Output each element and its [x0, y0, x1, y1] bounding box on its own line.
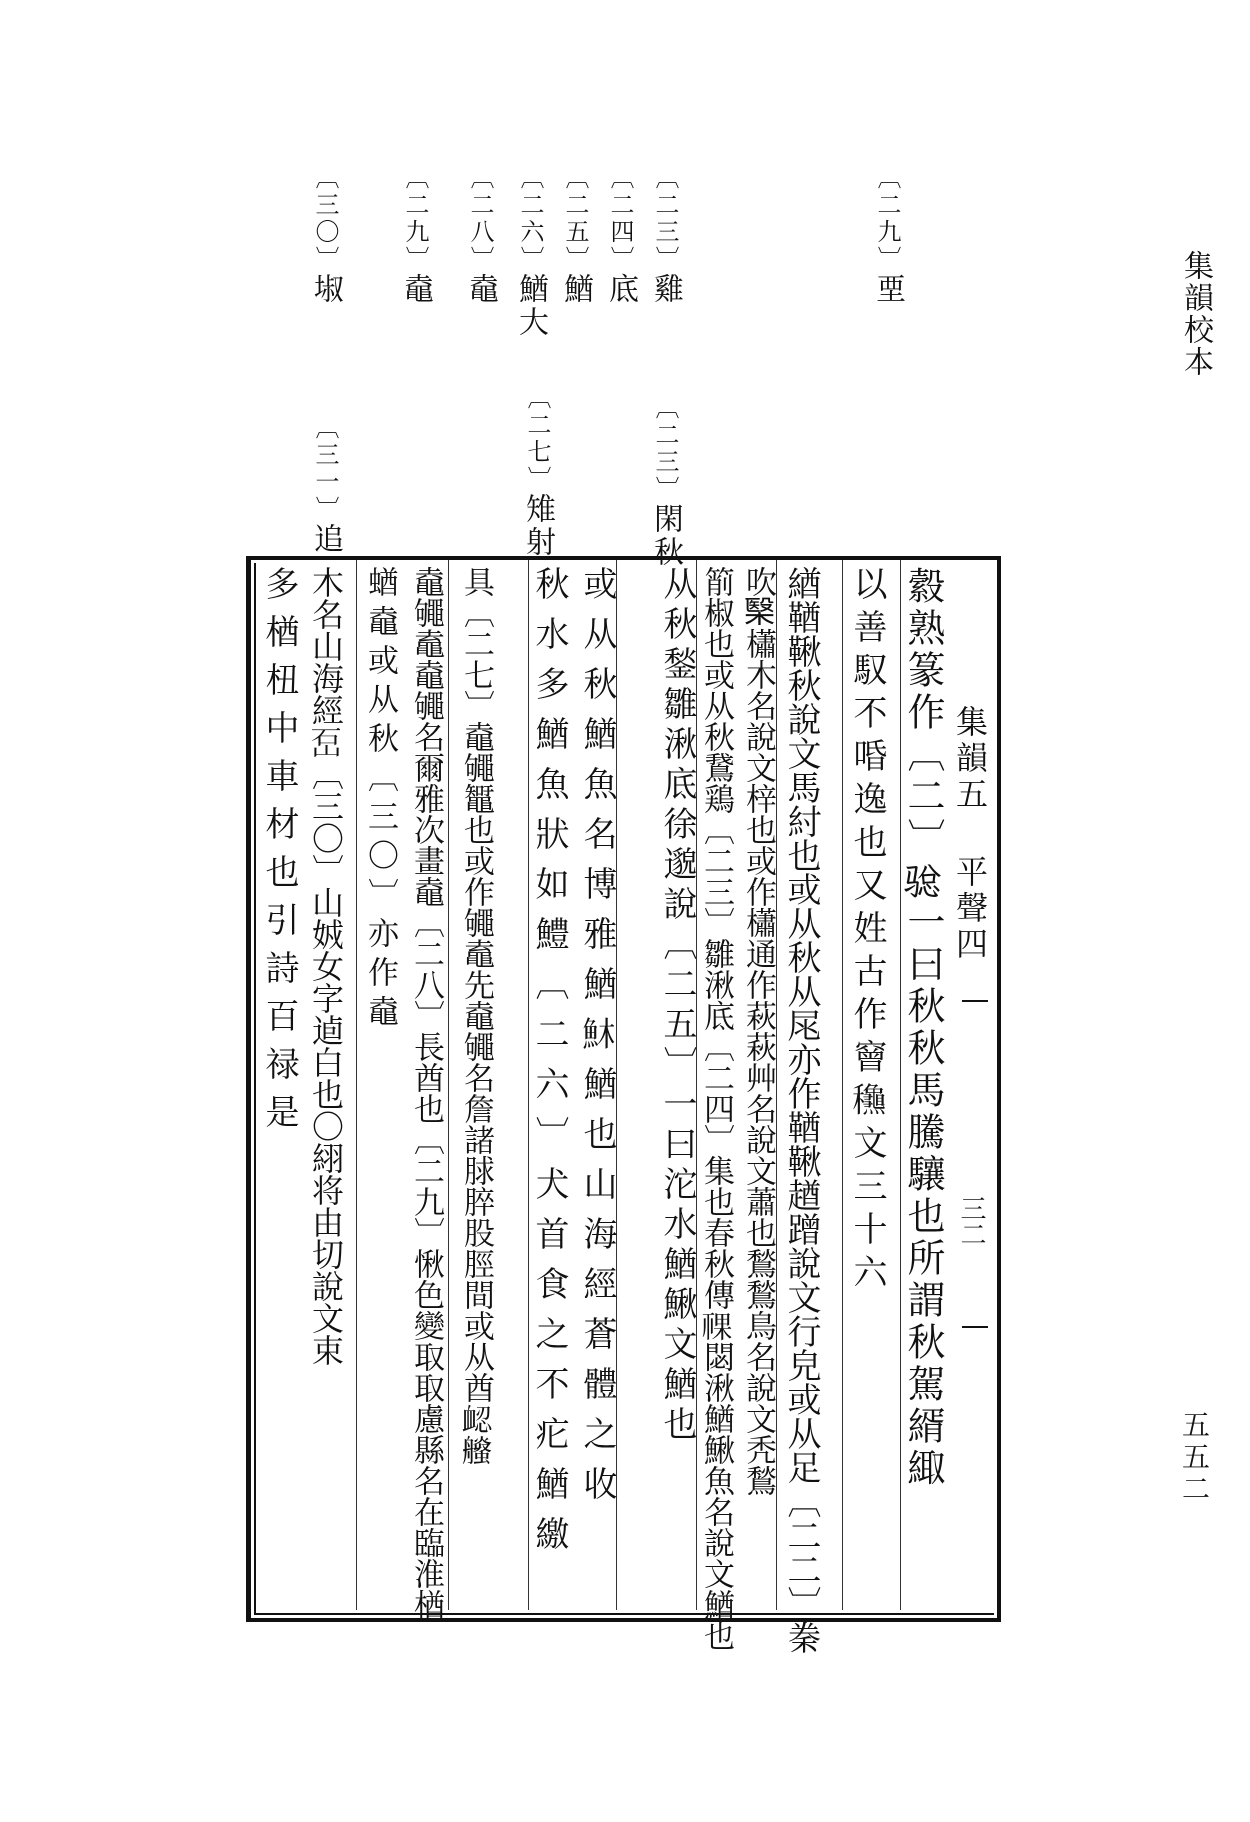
note-text: 閑秋	[648, 503, 683, 569]
text-column: 鼀䵶鼁鼀䵶名爾雅次畫鼀〔二八〕長酋也〔二九〕愀色變取取慮縣名在臨淮楢	[408, 566, 444, 1620]
note-tag: 〔二八〕	[466, 165, 494, 273]
note-tag: 〔三一〕	[311, 415, 339, 523]
column-rule	[448, 560, 449, 1610]
text-block-frame	[246, 556, 1001, 1622]
text-column: 緧鞧鞦秋說文馬紂也或从秋从㞑亦作鞧鞦趥蹭說文行皃或从足〔二二〕䅈	[781, 566, 821, 1654]
note-text: 鰌	[558, 273, 593, 306]
note-text: 底	[603, 273, 638, 306]
note-tag: 〔二九〕	[873, 165, 901, 273]
note-tag: 〔二五〕	[561, 165, 589, 273]
collation-note	[308, 165, 343, 306]
column-rule	[842, 560, 843, 1610]
note-text: 垔	[870, 273, 905, 306]
text-column: 具〔二七〕鼀䵶䵹也或作䵶鼁先鼀䵶名詹諸脙脺股脛間或从酋𧖷𧔶	[458, 566, 494, 1465]
note-tag: 〔二三〕	[651, 395, 679, 503]
note-text: 雉射	[520, 493, 555, 559]
note-text: 鰌大	[513, 273, 548, 339]
text-column: 吹𣘦櫹木名說文梓也或作櫹通作萩萩艸名說文蕭也鶖鶖鳥名說文秃鶖	[740, 566, 776, 1496]
note-tag: 〔二三〕	[651, 165, 679, 273]
text-column: 多楢杻中車材也引詩百禄是	[259, 566, 299, 1142]
note-text: 追	[308, 523, 343, 556]
collation-note	[648, 395, 683, 569]
collation-note	[520, 385, 555, 559]
note-text: 鼀	[398, 273, 433, 306]
note-tag: 〔二六〕	[516, 165, 544, 273]
note-text: 埱	[308, 273, 343, 306]
page-number: 五五二	[1178, 1410, 1211, 1506]
column-rule	[356, 560, 357, 1610]
text-column: 或从秋鰌魚名博雅鰌𩵦鰌也山海經蒼體之收	[577, 566, 617, 1516]
spine-title: 集韻五 平聲四	[951, 705, 989, 963]
text-column: 蝤鼀或从秋〔三〇〕亦作鼀	[362, 566, 398, 1034]
collation-note	[463, 165, 498, 306]
note-text: 鼀	[463, 273, 498, 306]
note-tag: 〔二七〕	[523, 385, 551, 493]
collation-note	[398, 165, 433, 306]
collation-note	[870, 165, 905, 306]
text-column: 以善馭不㖧逸也又姓古作䆵𥤛文三十六	[847, 566, 887, 1297]
spine-divider	[962, 1326, 988, 1328]
text-column: 从秋鍫雛湫底徐邈說〔二五〕一曰沱水鰌鰍文鰌也	[657, 566, 697, 1446]
column-rule	[776, 560, 777, 1610]
note-text: 雞	[648, 273, 683, 306]
collation-note	[603, 165, 638, 306]
text-column: 縠熟篆作〔二〕𩨂一曰秋秋馬騰驤也所謂秋駕縃緅	[901, 566, 945, 1490]
note-tag: 〔二九〕	[401, 165, 429, 273]
text-column: 木名山海經𡶪〔三〇〕山𡜐女字逌白也〇䋚将由切說文束	[307, 566, 345, 1366]
spine-number: 三二	[956, 1195, 986, 1247]
spine-divider	[962, 1000, 988, 1002]
text-column: 箾椒也或从秋鵞鶏〔二三〕雛湫底〔二四〕集也春秋傳𥚌閟湫鰌鰍魚名說文鰌也	[698, 566, 734, 1651]
collation-note	[513, 165, 548, 339]
text-column: 秋水多鰌魚狀如鱧〔二六〕犬首食之不疕鰌繳	[529, 566, 569, 1566]
note-tag: 〔三〇〕	[311, 165, 339, 273]
note-tag: 〔二四〕	[606, 165, 634, 273]
collation-note	[558, 165, 593, 306]
collation-note	[648, 165, 683, 306]
collation-note	[308, 415, 343, 556]
running-head: 集韻校本	[1178, 250, 1213, 378]
